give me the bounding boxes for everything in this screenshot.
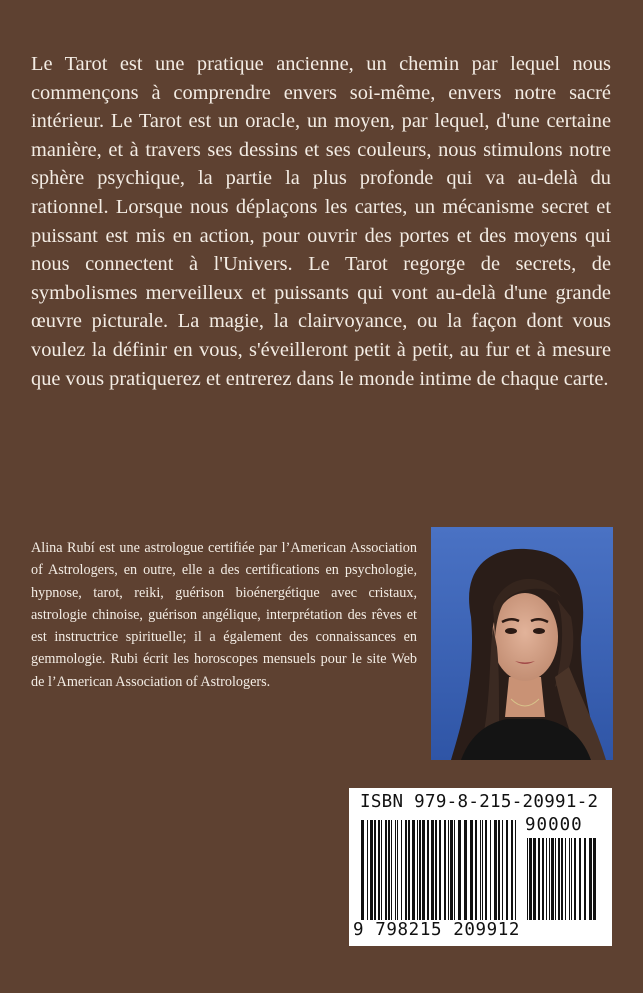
barcode-digits: 9 798215 209912 [353, 920, 521, 940]
isbn-label: ISBN 979-8-215-20991-2 [360, 792, 599, 812]
barcode-addon-number: 90000 [525, 815, 583, 835]
author-bio: Alina Rubí est une astrologue certifiée par l’American Association of Astrologers, en outre, elle a des certifications en psychologie, hypnose, tarot, reiki, guérison bioénergétique avec cristaux, astrologie chinoise, guérison angélique, interprétation des rêves et est instructrice spirituelle; il a également des connaissances en gemmologie. Rubi écrit les horoscopes mensuels pour le site Web de l’American Association of Astrologers. [31, 540, 417, 690]
barcode-bars [361, 820, 521, 920]
book-description: Le Tarot est une pratique ancienne, un chemin par lequel nous commençons à comprendre envers soi-même, envers notre sacré intérieur. Le Tarot est un oracle, un moyen, par lequel, d'une certaine manière, et à travers ses dessins et ses couleurs, nous stimulons notre sphère psychique, la partie la plus profonde qui va au-delà du rationnel. Lorsque nous déplaçons les cartes, un mécanisme secret et puissant est mis en action, pour ouvrir des portes et des moyens qui nous connectent à l'Univers. Le Tarot regorge de secrets, de symbolismes merveilleux et puissants qui vont au-delà d'une grande œuvre picturale. La magie, la clairvoyance, ou la façon dont vous voulez la définir en vous, s'éveilleront petit à petit, au fur et à mesure que vous pratiquerez et entrerez dans le monde intime de chaque carte. [31, 53, 611, 390]
barcode-addon-bars [527, 838, 599, 920]
author-photo [431, 527, 613, 760]
author-portrait-illustration [431, 527, 613, 760]
isbn-barcode [349, 788, 612, 946]
